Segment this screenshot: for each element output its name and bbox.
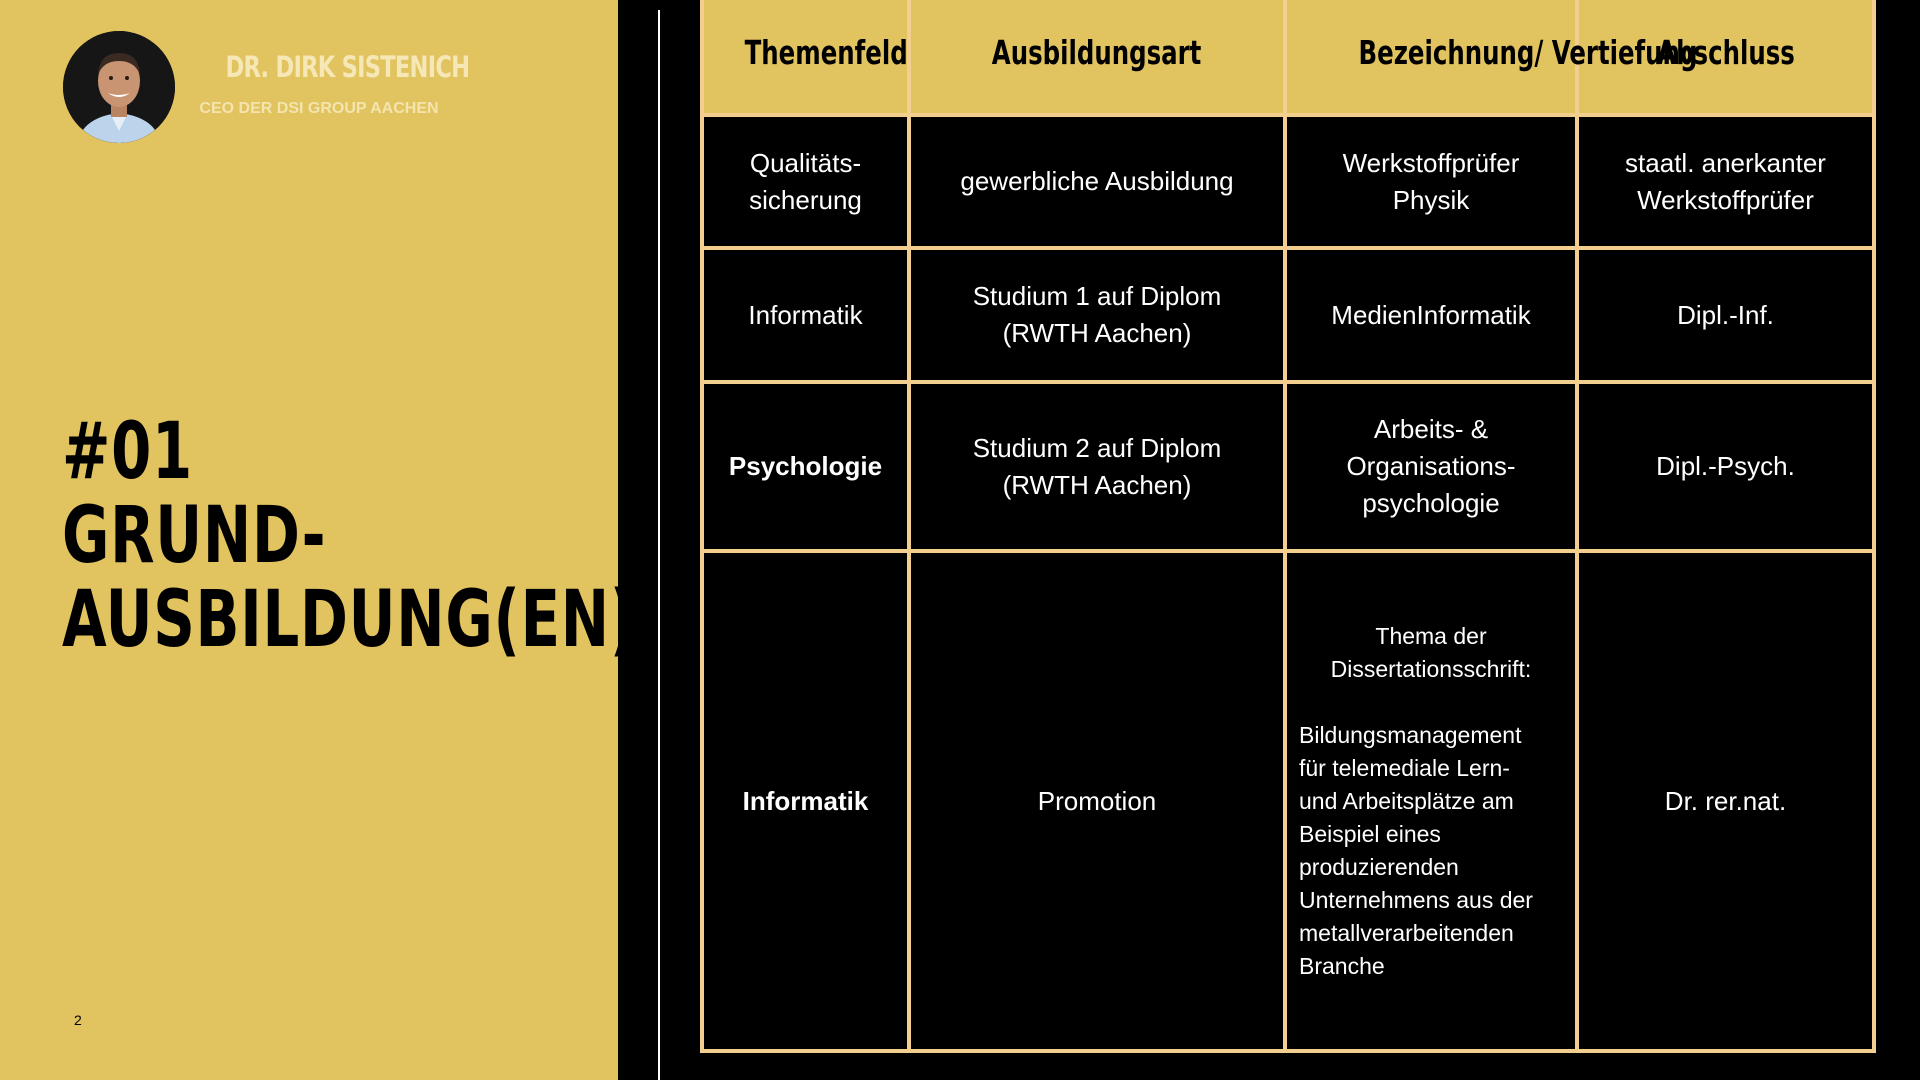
table-cell: Dr. rer.nat. — [1577, 551, 1874, 1051]
page-number: 2 — [74, 1012, 82, 1028]
author-role: CEO DER DSI GROUP AACHEN — [199, 100, 439, 117]
education-table — [700, 0, 1876, 1053]
table-cell: Dipl.-Inf. — [1577, 248, 1874, 382]
table-header-row — [702, 0, 1874, 115]
author-avatar — [63, 31, 175, 143]
table-cell: staatl. anerkanter Werkstoffprüfer — [1577, 115, 1874, 248]
table-cell: Informatik — [702, 551, 909, 1051]
table-cell: Psychologie — [702, 382, 909, 551]
author-name: DR. DIRK SISTENICH — [225, 50, 470, 84]
dissertation-heading: Thema der Dissertationsschrift: — [1330, 622, 1532, 682]
header-cell: Themenfeld — [702, 0, 909, 115]
header-cell: Abschluss — [1577, 0, 1874, 115]
table-cell: Dipl.-Psych. — [1577, 382, 1874, 551]
table-cell: Informatik — [702, 248, 909, 382]
table-row — [702, 115, 1874, 248]
section-title-line-2: AUSBILDUNG(EN) — [62, 575, 637, 665]
dissertation-text: Bildungsmanagement für telemediale Lern- und Arbeitsplätze am Beispiel eines produzierenden Unternehmens aus der metallverarbeitenden Branche — [1299, 721, 1533, 979]
section-title-line-1: GRUND- — [62, 491, 327, 581]
table-cell: Promotion — [909, 551, 1285, 1051]
header-cell: Bezeichnung/ Vertiefung — [1285, 0, 1577, 115]
table-row — [702, 248, 1874, 382]
table-cell: MedienInformatik — [1285, 248, 1577, 382]
table-cell: Arbeits- & Organisations- psychologie — [1285, 382, 1577, 551]
section-number: #01 — [62, 407, 193, 497]
divider-line — [658, 10, 660, 1080]
table-cell: Qualitäts- sicherung — [702, 115, 909, 248]
dissertation-cell — [1285, 551, 1577, 1051]
table-cell: Studium 1 auf Diplom (RWTH Aachen) — [909, 248, 1285, 382]
table-cell: Werkstoffprüfer Physik — [1285, 115, 1577, 248]
section-title — [62, 407, 637, 665]
table-row — [702, 551, 1874, 1051]
table-row — [702, 382, 1874, 551]
left-panel — [0, 0, 637, 1080]
table-cell: Studium 2 auf Diplom (RWTH Aachen) — [909, 382, 1285, 551]
table-cell: gewerbliche Ausbildung — [909, 115, 1285, 248]
header-cell: Ausbildungsart — [909, 0, 1285, 115]
